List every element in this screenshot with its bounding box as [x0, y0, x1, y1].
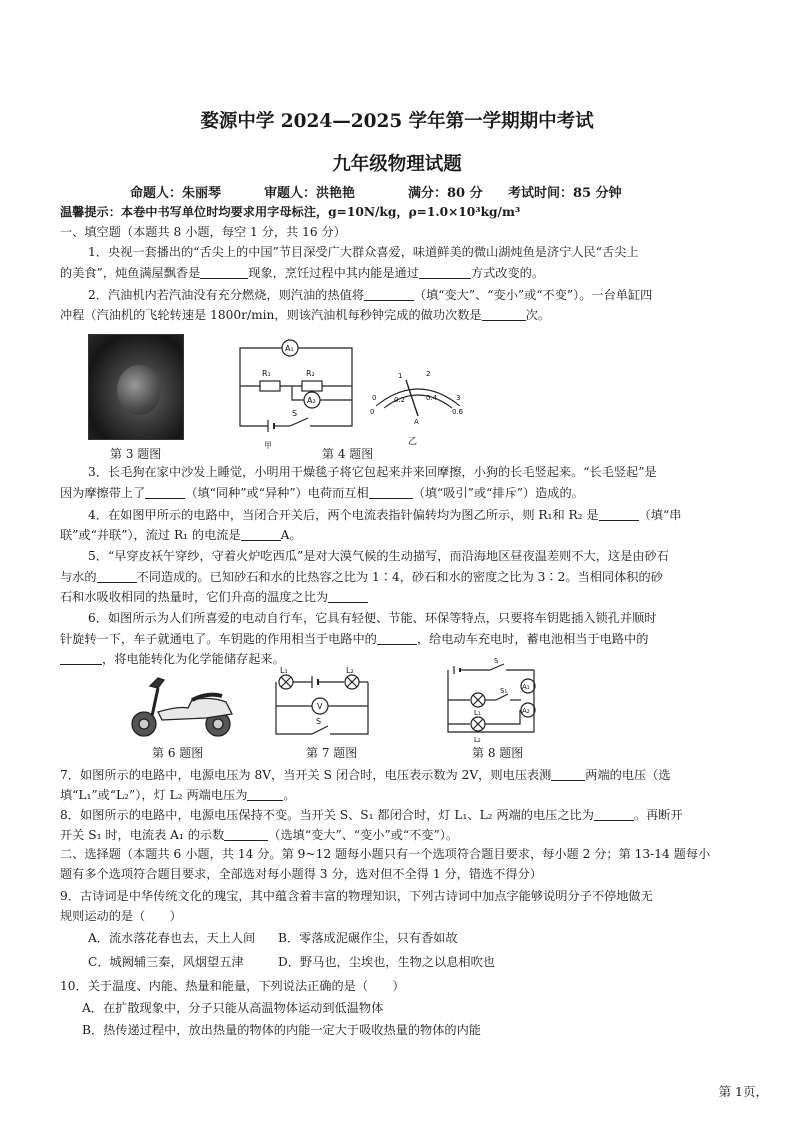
meter-label-a: A — [414, 418, 419, 426]
section2-heading-line2: 题有多个选项符合题目要求，全部选对每小题得 3 分，选对但不全得 1 分，错选不得分） — [60, 867, 542, 881]
q8-line1 — [60, 808, 683, 821]
meter-tick-2: 2 — [426, 370, 431, 378]
q2-blank2[interactable] — [482, 308, 526, 321]
q7-line2 — [60, 788, 296, 801]
fig7-caption: 第 7 题图 — [306, 746, 358, 760]
q4-text-a: 4．在如图甲所示的电路中，当闭合开关后，两个电流表指针偏转均为图乙所示，则 R₁和 R₂ 是 — [88, 508, 599, 522]
q9-option-d[interactable]: D．野马也，尘埃也，生物之以息相吹也 — [278, 955, 495, 969]
fig4-yi-meter — [368, 368, 468, 447]
q8-line2 — [60, 828, 458, 841]
fig4-a2: A₂ — [307, 396, 316, 405]
q1-blank1[interactable] — [200, 266, 248, 279]
q9-option-b[interactable]: B．零落成泥碾作尘，只有香如故 — [278, 931, 458, 945]
fig4-yi: 乙 — [408, 437, 418, 447]
q4-text-c: 联”或“并联”），流过 R₁ 的电流是 — [60, 528, 241, 542]
fig8-caption: 第 8 题图 — [472, 746, 524, 760]
q8-blank2[interactable] — [224, 828, 268, 841]
section2-heading-line1: 二、选择题（本题共 6 小题，共 14 分。第 9~12 题每小题只有一个选项符合题目要求，每小题 2 分；第 13-14 题每小 — [60, 847, 711, 861]
q2-text-a: 2．汽油机内若汽油没有充分燃烧，则汽油的热值将 — [88, 288, 364, 302]
setter: 命题人：朱丽琴 — [130, 186, 222, 201]
q3-text-c: （填“吸引”或“排斥”）造成的。 — [412, 486, 584, 500]
fig8-s1: S₁ — [500, 687, 508, 695]
q3-line1: 3．长毛狗在家中沙发上睡觉，小明用干燥毯子将它包起来并来回摩擦，小狗的长毛竖起来。“长毛竖起”是 — [88, 465, 657, 479]
q7-text-b: 两端的电压（选 — [585, 768, 671, 782]
fig4-r1: R₁ — [262, 369, 271, 378]
fig8-s: S — [494, 657, 499, 665]
q9-line1: 9．古诗词是中华传统文化的瑰宝，其中蕴含着丰富的物理知识，下列古诗词中加点字能够说明分子不停地做无 — [60, 889, 653, 903]
q1-blank2[interactable] — [419, 266, 471, 279]
q8-text-d: （选填“变大”、“变小”或“不变”）。 — [268, 828, 459, 842]
fig4-caption: 第 4 题图 — [322, 447, 374, 461]
q7-text-d: 。 — [283, 788, 296, 802]
fig4-jia: 甲 — [264, 441, 272, 450]
q6-blank2[interactable] — [60, 652, 102, 665]
q9-option-c[interactable]: C．城阙辅三秦，风烟望五津 — [88, 955, 244, 969]
q6-line2 — [60, 632, 648, 645]
q5-blank1[interactable] — [97, 570, 137, 583]
q7-blank1[interactable] — [551, 768, 585, 781]
q7-text-a: 7．如图所示的电路中，电源电压为 8V，当开关 S 闭合时，电压表示数为 2V，则电压表测 — [60, 768, 552, 782]
q10-option-b[interactable]: B．热传递过程中，放出热量的物体的内能一定大于吸收热量的物体的内能 — [82, 1023, 481, 1037]
q2-text-b: （填“变大”、“变小”或“不变”）。一台单缸四 — [413, 288, 653, 302]
q1-text-c: 方式改变的。 — [470, 266, 545, 280]
q10-stem: 10．关于温度、内能、热量和能量，下列说法正确的是（ ） — [60, 979, 405, 993]
q5-line1: 5．“早穿皮袄午穿纱，守着火炉吃西瓜”是对大漠气候的生动描写，而沿海地区昼夜温差则不大，这是由砂石 — [88, 549, 669, 563]
q9-line2: 规则运动的是（ ） — [60, 909, 182, 923]
fig4-jia-circuit — [230, 338, 360, 450]
fig4-a1: A₁ — [285, 344, 294, 353]
q4-text-d: A。 — [280, 528, 302, 542]
q9-option-a[interactable]: A．流水落花春也去，天上人间 — [88, 931, 256, 945]
fig8-l1: L₁ — [474, 709, 481, 717]
q5-blank2[interactable] — [328, 590, 368, 603]
fig8-circuit — [438, 657, 548, 744]
q4-blank1[interactable] — [599, 508, 639, 521]
q2-blank1[interactable] — [364, 288, 414, 301]
q5-line3 — [60, 590, 368, 603]
q7-blank2[interactable] — [247, 788, 283, 801]
section1-heading: 一、填空题（本题共 8 小题，每空 1 分，共 16 分） — [60, 225, 346, 239]
q5-text-a: 与水的 — [60, 570, 97, 584]
exam-time: 考试时间：85 分钟 — [508, 186, 622, 201]
q1-line2 — [60, 266, 544, 279]
fig6-scooter — [122, 672, 242, 740]
q6-blank1[interactable] — [377, 632, 417, 645]
total-score: 满分：80 分 — [408, 186, 483, 201]
fig8-l2: L₂ — [474, 736, 481, 744]
q3-text-b: （填“同种”或“异种”）电荷而互相 — [185, 486, 369, 500]
meter-tick-5: 0.2 — [394, 396, 406, 404]
q8-text-b: 。再断开 — [633, 808, 683, 822]
meter-tick-3: 3 — [456, 394, 461, 402]
tip: 温馨提示：本卷中书写单位时均要求用字母标注，g=10N/kg，ρ=1.0×10³kg/m³ — [60, 205, 521, 219]
fig7-circuit — [272, 666, 372, 744]
q1-text-b: 现象，烹饪过程中其内能是通过 — [248, 266, 419, 280]
q8-text-a: 8．如图所示的电路中，电源电压保持不变。当开关 S、S₁ 都闭合时，灯 L₁、L₂ 两端的电压之比为 — [60, 808, 594, 822]
meter-tick-4: 0 — [370, 408, 375, 416]
q2-line1 — [88, 288, 652, 301]
q6-line1: 6．如图所示为人们所喜爱的电动自行车，它具有轻便、节能、环保等特点，只要将车钥匙插入锁孔并顺时 — [88, 611, 657, 625]
fig3-caption: 第 3 题图 — [110, 447, 162, 461]
meter-tick-6: 0.4 — [426, 394, 438, 402]
fig4-s: S — [292, 409, 298, 418]
exam-subtitle: 九年级物理试题 — [332, 154, 462, 175]
q6-text-b: ，给电动车充电时，蓄电池相当于电路中的 — [416, 632, 649, 646]
fig7-l1: L₁ — [280, 666, 288, 675]
q8-text-c: 开关 S₁ 时，电流表 A₁ 的示数 — [60, 828, 225, 842]
fig8-a1: A₁ — [522, 683, 530, 691]
fig8-a2: A₂ — [522, 707, 530, 715]
q3-text-a: 因为摩擦带上了 — [60, 486, 146, 500]
q5-text-b: 不同造成的。已知砂石和水的比热容之比为 1∶4，砂石和水的密度之比为 3∶2。当相同体积的砂 — [136, 570, 663, 584]
q2-text-c: 冲程（汽油机的飞轮转速是 1800r/min，则该汽油机每秒钟完成的做功次数是 — [60, 308, 482, 322]
q7-line1 — [60, 768, 671, 781]
fig3-photo — [88, 334, 184, 440]
q1-text-a: 的美食”，炖鱼满屋飘香是 — [60, 266, 201, 280]
meter-tick-1: 1 — [398, 372, 403, 380]
meter-tick-0: 0 — [372, 394, 377, 402]
meter-tick-7: 0.6 — [452, 408, 464, 416]
fig6-caption: 第 6 题图 — [152, 746, 204, 760]
q7-text-c: 填“L₁”或“L₂”），灯 L₂ 两端电压为 — [60, 788, 248, 802]
fig7-s: S — [316, 717, 322, 726]
q8-blank1[interactable] — [594, 808, 634, 821]
fig7-l2: L₂ — [346, 666, 354, 675]
q2-line2 — [60, 308, 550, 321]
q10-option-a[interactable]: A．在扩散现象中，分子只能从高温物体运动到低温物体 — [82, 1001, 384, 1015]
exam-title: 婺源中学 2024—2025 学年第一学期期中考试 — [200, 111, 594, 132]
q3-blank1[interactable] — [145, 486, 185, 499]
reviewer: 审题人：洪艳艳 — [264, 186, 356, 201]
q6-text-a: 针旋转一下，车子就通电了。车钥匙的作用相当于电路中的 — [60, 632, 377, 646]
q4-blank2[interactable] — [241, 528, 281, 541]
q6-line3 — [60, 652, 285, 665]
q4-line1 — [88, 508, 681, 521]
q6-text-c: ，将电能转化为化学能储存起来。 — [102, 652, 285, 666]
q2-text-d: 次。 — [525, 308, 550, 322]
page-number: 第 1页， — [718, 1084, 768, 1099]
q3-line2 — [60, 486, 584, 499]
q4-line2 — [60, 528, 302, 541]
fig4-r2: R₂ — [306, 369, 315, 378]
q5-line2 — [60, 570, 663, 583]
q4-text-b: （填“串 — [638, 508, 682, 522]
q5-text-c: 石和水吸收相同的热量时，它们升高的温度之比为 — [60, 590, 329, 604]
fig7-v: V — [317, 702, 323, 711]
q3-blank2[interactable] — [369, 486, 413, 499]
q1-line1: 1．央视一套播出的“舌尖上的中国”节目深受广大群众喜爱，味道鲜美的微山湖炖鱼是济宁人民“舌尖上 — [88, 245, 639, 259]
